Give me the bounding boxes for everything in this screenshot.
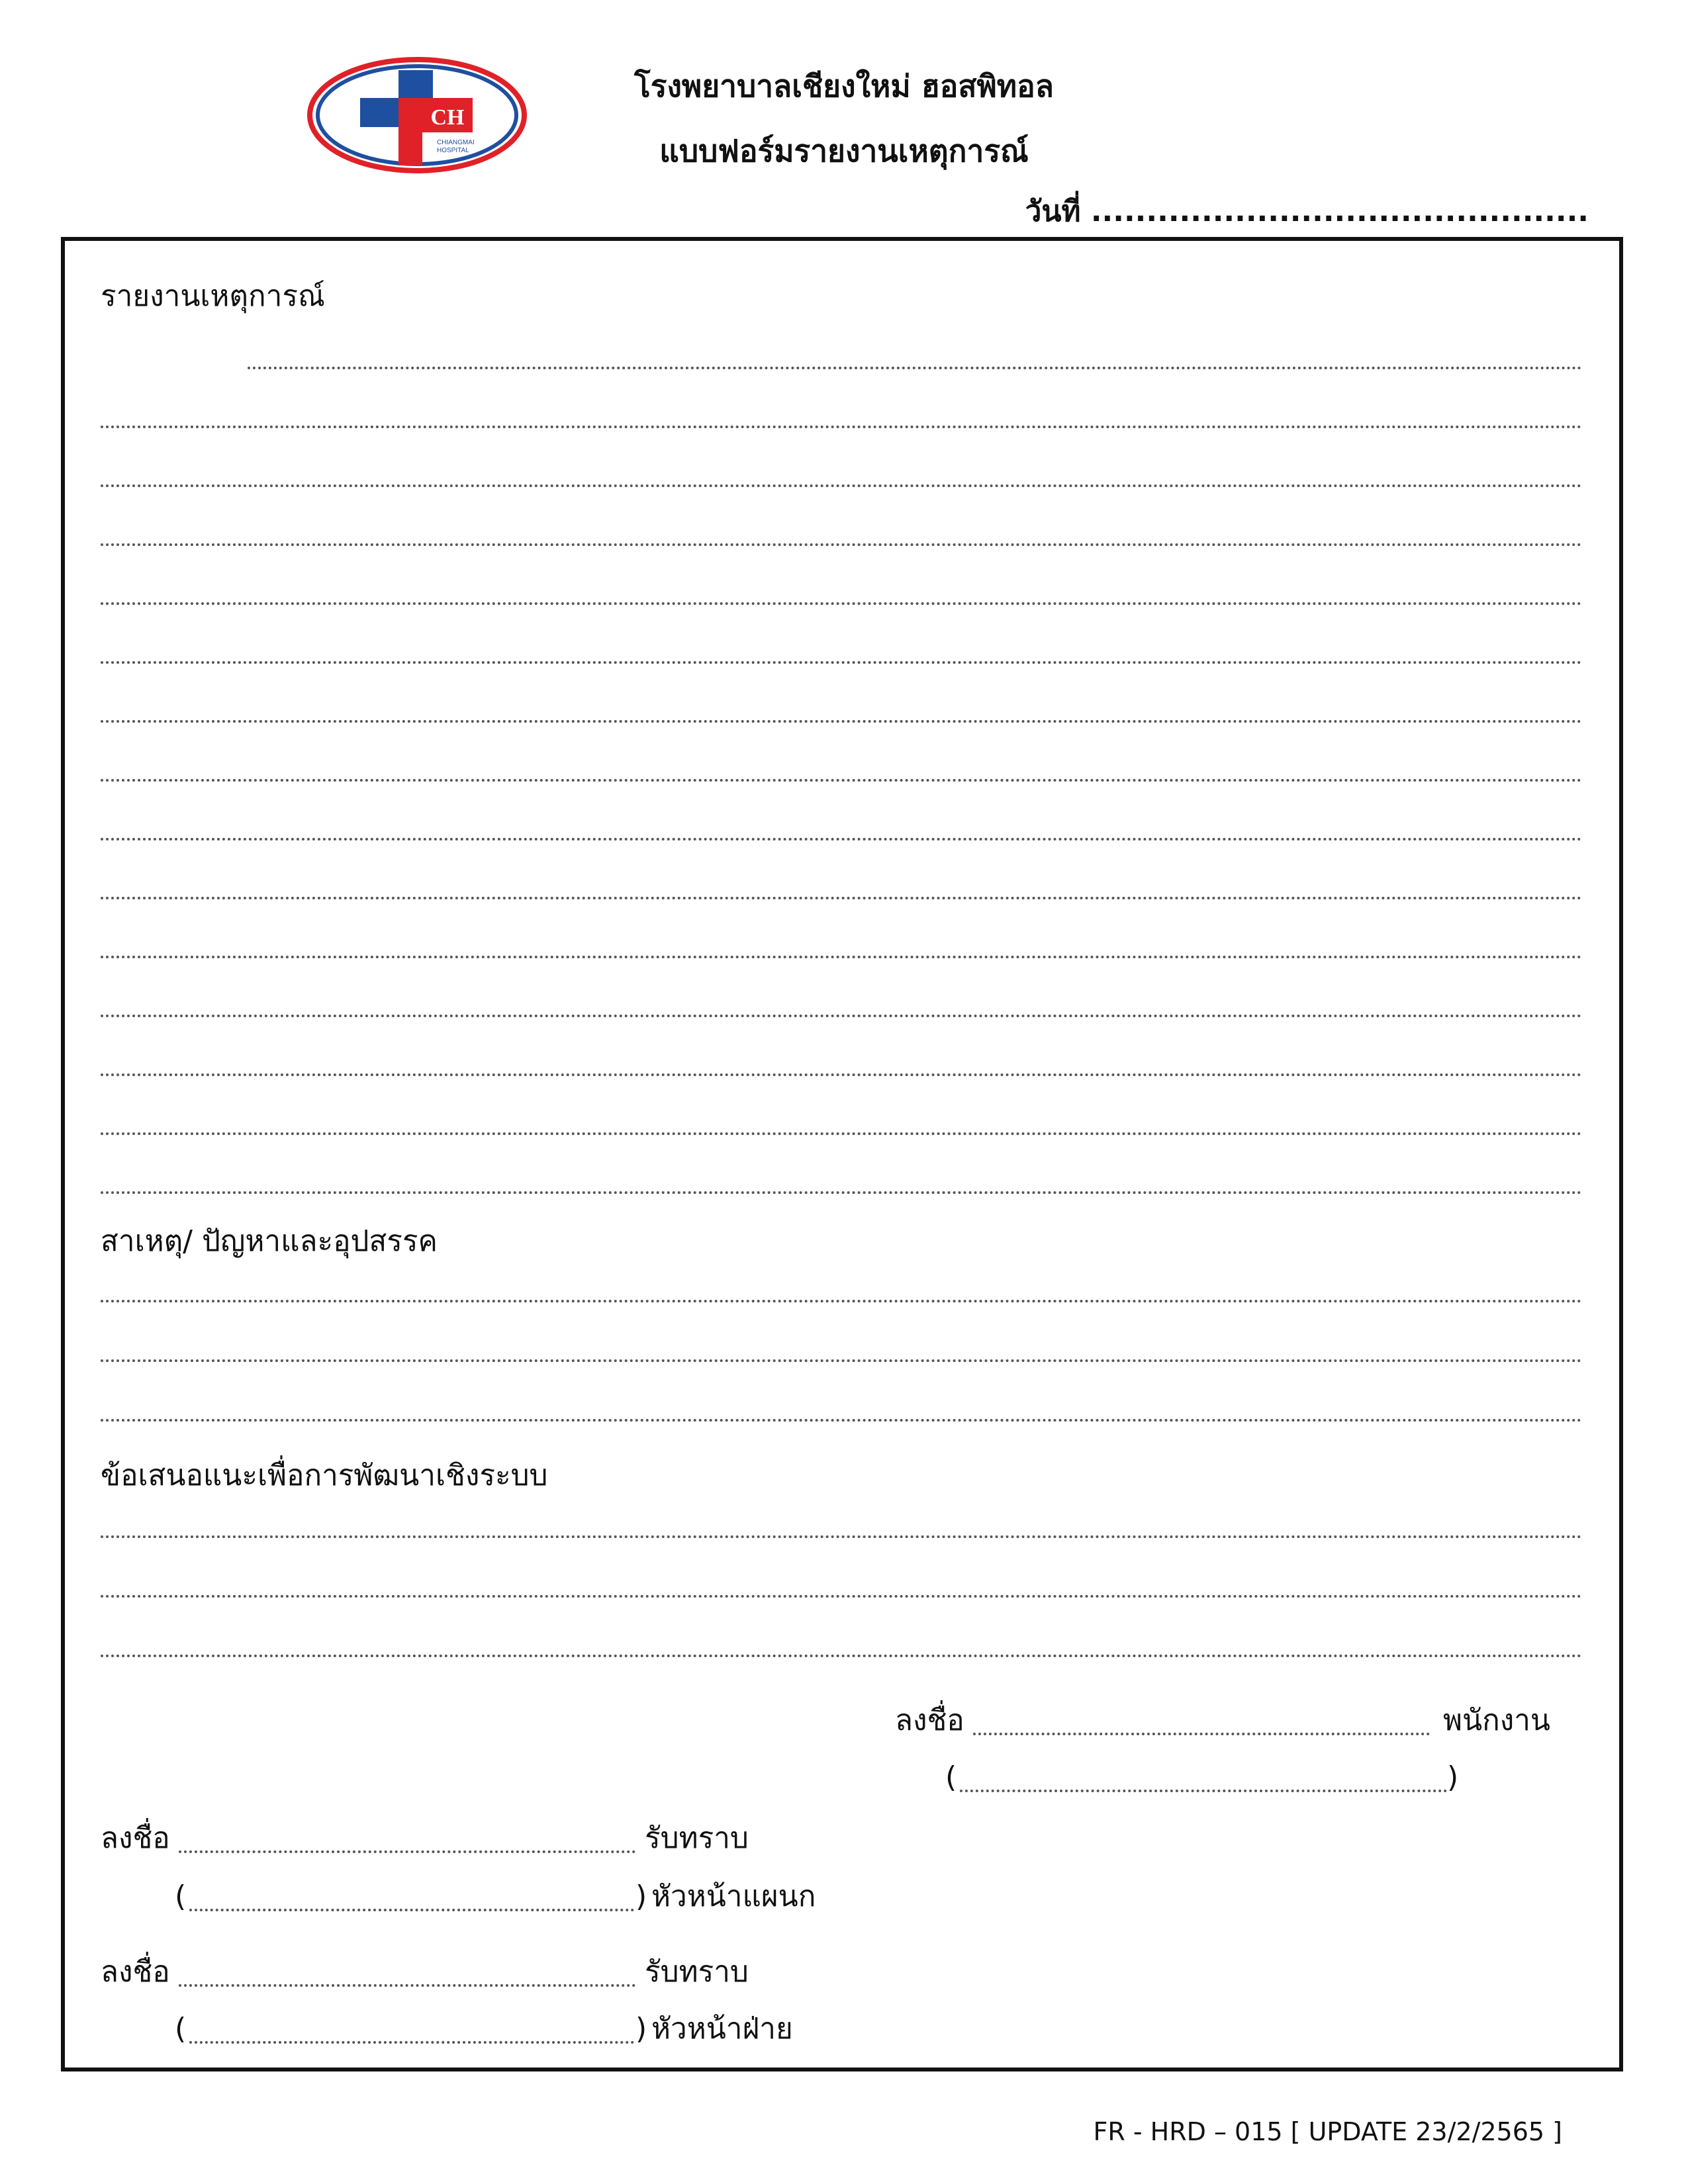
write-in-line[interactable] (101, 426, 1582, 428)
dept-head-paren-open: ( (175, 1880, 187, 1913)
suggestions-heading: ข้อเสนอแนะเพื่อการพัฒนาเชิงระบบ (101, 1459, 548, 1492)
hospital-name: โรงพยาบาลเชียงใหม่ ฮอสพิทอล (634, 68, 1054, 104)
employee-name-line[interactable] (960, 1790, 1447, 1792)
division-head-paren-open: ( (175, 2012, 187, 2046)
dept-head-role-label: หัวหน้าแผนก (651, 1880, 816, 1913)
incident-report-heading: รายงานเหตุการณ์ (101, 279, 325, 313)
write-in-line[interactable] (101, 838, 1582, 841)
write-in-line[interactable] (101, 661, 1582, 664)
division-head-name-line[interactable] (189, 2041, 634, 2044)
write-in-line[interactable] (101, 897, 1582, 899)
write-in-line[interactable] (101, 779, 1582, 782)
dept-head-paren-close: ) (635, 1880, 647, 1913)
employee-sign-label: ลงชื่อ (895, 1704, 964, 1737)
cause-problems-heading: สาเหตุ/ ปัญหาและอุปสรรค (101, 1224, 438, 1258)
svg-text:CH: CH (430, 105, 465, 130)
write-in-line[interactable] (101, 543, 1582, 546)
division-head-sign-label: ลงชื่อ (101, 1955, 170, 1989)
write-in-line[interactable] (101, 484, 1582, 487)
svg-text:CHIANGMAI: CHIANGMAI (437, 139, 475, 146)
dept-head-signature-line[interactable] (179, 1850, 635, 1853)
write-in-line[interactable] (101, 602, 1582, 605)
write-in-line[interactable] (101, 1359, 1582, 1362)
write-in-line[interactable] (101, 1300, 1582, 1302)
form-frame (61, 237, 1623, 2071)
write-in-line[interactable] (101, 1535, 1582, 1538)
date-field[interactable]: วันที่ ............................................. (1025, 195, 1589, 228)
division-head-ack-label: รับทราบ (645, 1955, 749, 1989)
form-title: แบบฟอร์มรายงานเหตุการณ์ (659, 133, 1029, 169)
write-in-line[interactable] (101, 1419, 1582, 1422)
write-in-line[interactable] (101, 720, 1582, 723)
division-head-paren-close: ) (635, 2012, 647, 2046)
employee-role-label: พนักงาน (1443, 1704, 1550, 1737)
employee-signature-line[interactable] (973, 1733, 1430, 1735)
write-in-line[interactable] (101, 1655, 1582, 1657)
dept-head-name-line[interactable] (189, 1909, 634, 1911)
division-head-signature-line[interactable] (179, 1984, 635, 1987)
division-head-role-label: หัวหน้าฝ่าย (651, 2012, 793, 2046)
write-in-line[interactable] (101, 1191, 1582, 1194)
write-in-line[interactable] (101, 1595, 1582, 1598)
svg-text:HOSPITAL: HOSPITAL (437, 147, 469, 154)
form-code: FR - HRD – 015 [ UPDATE 23/2/2565 ] (1093, 2117, 1562, 2146)
dept-head-sign-label: ลงชื่อ (101, 1821, 170, 1855)
write-in-line[interactable] (101, 1073, 1582, 1076)
employee-paren-close: ) (1447, 1760, 1459, 1794)
write-in-line[interactable] (248, 367, 1582, 369)
employee-paren-open: ( (945, 1760, 957, 1794)
dept-head-ack-label: รับทราบ (645, 1821, 749, 1855)
write-in-line[interactable] (101, 956, 1582, 958)
write-in-line[interactable] (101, 1132, 1582, 1135)
write-in-line[interactable] (101, 1015, 1582, 1017)
